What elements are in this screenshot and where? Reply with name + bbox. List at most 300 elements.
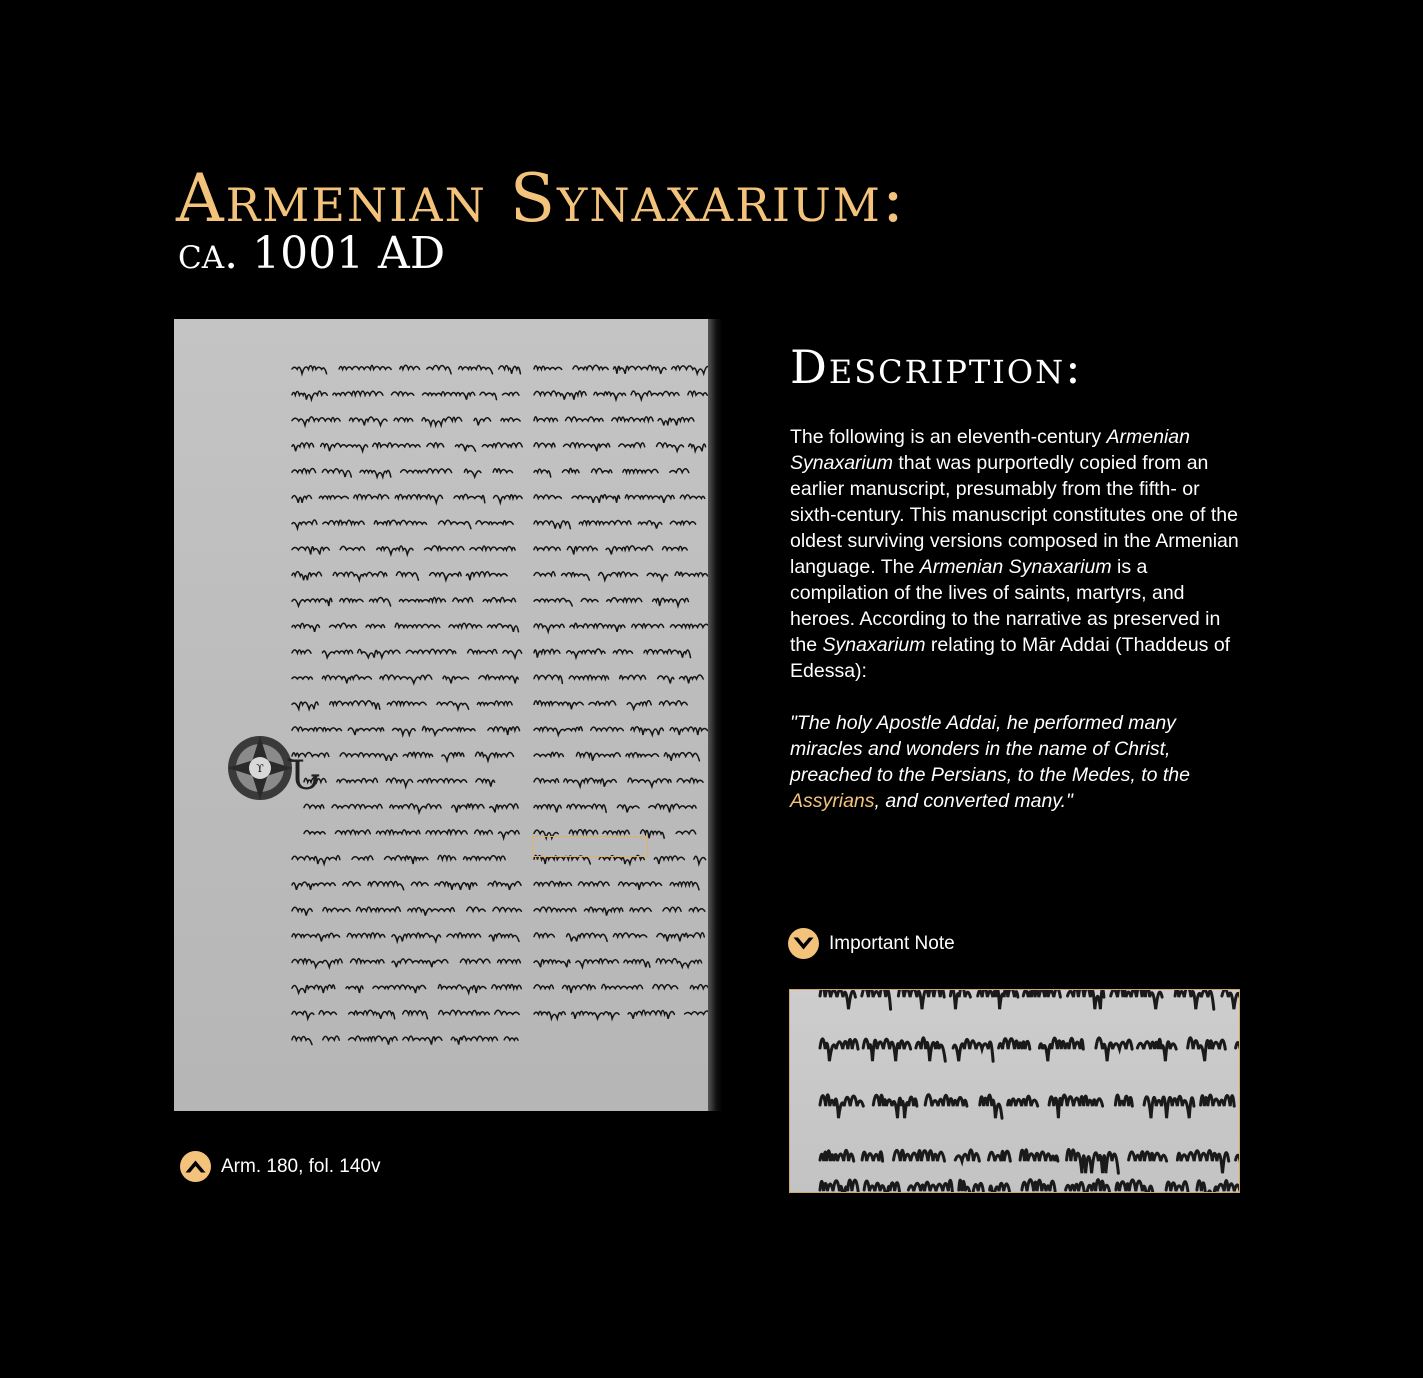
script-stroke bbox=[567, 933, 608, 941]
script-stroke bbox=[474, 418, 491, 426]
script-stroke bbox=[447, 933, 481, 937]
script-stroke bbox=[534, 675, 562, 683]
script-stroke bbox=[292, 933, 340, 941]
script-stroke bbox=[408, 908, 455, 916]
script-stroke bbox=[452, 804, 484, 812]
script-stroke bbox=[694, 856, 706, 864]
script-stroke bbox=[955, 1150, 979, 1161]
script-stroke bbox=[333, 391, 383, 395]
script-stroke bbox=[534, 727, 582, 735]
script-stroke bbox=[455, 444, 475, 451]
script-stroke bbox=[292, 598, 332, 606]
script-stroke bbox=[422, 726, 475, 735]
script-stroke bbox=[578, 881, 609, 885]
script-stroke bbox=[628, 778, 671, 786]
script-stroke bbox=[1144, 1096, 1194, 1118]
script-stroke bbox=[1197, 1180, 1240, 1193]
manuscript-highlight-box[interactable] bbox=[532, 836, 648, 857]
script-stroke bbox=[442, 752, 464, 760]
script-stroke bbox=[534, 701, 583, 709]
script-stroke bbox=[494, 495, 523, 503]
script-stroke bbox=[653, 984, 678, 988]
script-stroke bbox=[1067, 1149, 1119, 1173]
script-stroke bbox=[1175, 990, 1214, 1009]
script-stroke bbox=[406, 649, 456, 653]
script-stroke bbox=[592, 469, 612, 473]
script-stroke bbox=[980, 1095, 1002, 1118]
script-stroke bbox=[594, 392, 626, 400]
script-stroke bbox=[386, 778, 412, 787]
script-stroke bbox=[603, 830, 629, 834]
script-stroke bbox=[322, 650, 352, 657]
page-subtitle: ca. 1001 AD bbox=[178, 228, 446, 279]
script-stroke bbox=[292, 623, 320, 631]
script-stroke bbox=[625, 495, 674, 503]
script-stroke bbox=[451, 1036, 497, 1044]
script-stroke bbox=[534, 572, 555, 576]
script-stroke bbox=[490, 804, 518, 813]
script-stroke bbox=[534, 985, 553, 989]
description-body bbox=[790, 424, 1240, 814]
script-stroke bbox=[562, 572, 590, 580]
script-stroke bbox=[380, 675, 432, 683]
script-stroke bbox=[340, 546, 364, 550]
script-stroke bbox=[689, 908, 705, 912]
script-stroke bbox=[534, 1011, 565, 1018]
script-stroke bbox=[476, 779, 495, 787]
script-stroke bbox=[680, 495, 704, 499]
script-stroke bbox=[403, 1010, 428, 1018]
page-title: Armenian Synaxarium: bbox=[176, 160, 907, 237]
assyrians-link[interactable]: Assyrians bbox=[790, 790, 875, 812]
script-stroke bbox=[908, 1180, 952, 1191]
script-stroke bbox=[606, 546, 653, 555]
script-stroke bbox=[360, 470, 391, 477]
script-stroke bbox=[319, 496, 348, 499]
chevron-down-icon[interactable] bbox=[788, 928, 819, 959]
manuscript-roundel bbox=[228, 736, 292, 800]
script-stroke bbox=[292, 417, 340, 426]
script-stroke bbox=[617, 805, 639, 812]
script-stroke bbox=[567, 804, 606, 812]
script-stroke bbox=[570, 623, 625, 632]
script-stroke bbox=[688, 391, 707, 395]
script-stroke bbox=[292, 907, 312, 915]
script-stroke bbox=[654, 856, 684, 864]
script-stroke bbox=[672, 366, 711, 374]
script-stroke bbox=[499, 831, 519, 839]
manuscript-image[interactable] bbox=[174, 319, 722, 1111]
manuscript-zoom-detail[interactable] bbox=[789, 989, 1240, 1193]
script-stroke bbox=[426, 830, 467, 834]
script-stroke bbox=[439, 520, 471, 528]
script-stroke bbox=[437, 702, 469, 710]
script-stroke bbox=[663, 546, 688, 550]
script-stroke bbox=[373, 443, 420, 447]
description-heading: Description: bbox=[790, 340, 1083, 394]
script-stroke bbox=[534, 547, 560, 550]
script-stroke bbox=[422, 417, 462, 425]
script-stroke bbox=[916, 1038, 945, 1062]
script-stroke bbox=[689, 444, 706, 451]
script-stroke bbox=[488, 624, 519, 632]
script-stroke bbox=[690, 985, 708, 989]
script-stroke bbox=[630, 908, 651, 912]
script-stroke bbox=[613, 650, 632, 654]
script-stroke bbox=[492, 985, 522, 989]
script-stroke bbox=[387, 701, 426, 705]
script-stroke bbox=[563, 984, 596, 993]
script-stroke bbox=[339, 365, 391, 369]
script-stroke bbox=[898, 990, 944, 1009]
script-stroke bbox=[534, 805, 561, 813]
script-stroke bbox=[614, 365, 667, 373]
script-stroke bbox=[685, 1011, 711, 1014]
script-stroke bbox=[623, 469, 658, 472]
script-stroke bbox=[638, 521, 662, 529]
script-stroke bbox=[862, 990, 891, 1009]
script-stroke bbox=[613, 933, 646, 937]
script-stroke bbox=[322, 675, 371, 683]
script-stroke bbox=[534, 933, 554, 937]
script-stroke bbox=[460, 959, 490, 963]
script-stroke bbox=[978, 990, 1018, 1009]
script-stroke bbox=[863, 1039, 910, 1061]
script-stroke bbox=[579, 521, 631, 525]
script-stroke bbox=[567, 546, 597, 554]
script-stroke bbox=[820, 1095, 863, 1119]
script-stroke bbox=[323, 520, 364, 524]
script-stroke bbox=[349, 1036, 398, 1045]
script-stroke bbox=[1049, 1095, 1103, 1118]
script-stroke bbox=[479, 675, 518, 683]
zoom-script bbox=[790, 990, 1240, 1193]
script-stroke bbox=[670, 521, 695, 524]
description-quote: "The holy Apostle Addai, he performed many miracles and wonders in the name of Christ, preached to the Persians, to the Medes, to the Assyrians, and converted many." bbox=[790, 712, 1190, 812]
script-stroke bbox=[1066, 1180, 1110, 1193]
script-stroke bbox=[292, 547, 329, 555]
script-stroke bbox=[292, 677, 312, 679]
script-stroke bbox=[400, 365, 420, 369]
script-stroke bbox=[1129, 1152, 1167, 1162]
script-stroke bbox=[989, 1151, 1011, 1161]
script-stroke bbox=[1008, 1096, 1038, 1106]
script-stroke bbox=[1188, 1038, 1226, 1061]
script-stroke bbox=[466, 572, 507, 580]
script-stroke bbox=[335, 830, 370, 834]
script-stroke bbox=[396, 572, 418, 581]
script-stroke bbox=[534, 469, 551, 477]
script-stroke bbox=[292, 1036, 312, 1044]
script-stroke bbox=[503, 650, 522, 658]
script-stroke bbox=[333, 572, 387, 580]
script-stroke bbox=[435, 882, 477, 890]
script-stroke bbox=[423, 392, 475, 400]
script-stroke bbox=[292, 985, 335, 993]
script-stroke bbox=[953, 1039, 993, 1061]
script-stroke bbox=[393, 728, 416, 735]
script-stroke bbox=[347, 933, 385, 937]
script-stroke bbox=[820, 990, 855, 1009]
script-stroke bbox=[495, 1010, 520, 1014]
script-stroke bbox=[418, 778, 467, 782]
script-stroke bbox=[438, 984, 486, 993]
script-stroke bbox=[358, 649, 400, 657]
script-stroke bbox=[425, 546, 465, 550]
script-stroke bbox=[427, 443, 444, 447]
script-stroke bbox=[676, 830, 696, 834]
script-stroke bbox=[292, 495, 312, 502]
script-stroke bbox=[401, 469, 452, 473]
script-stroke bbox=[332, 804, 382, 808]
script-stroke bbox=[501, 418, 520, 421]
script-stroke bbox=[292, 520, 317, 529]
script-stroke bbox=[1177, 1151, 1228, 1174]
script-stroke bbox=[873, 1095, 917, 1118]
script-stroke bbox=[366, 624, 385, 627]
script-stroke bbox=[351, 959, 385, 963]
script-stroke bbox=[534, 752, 563, 756]
script-stroke bbox=[488, 727, 520, 735]
script-stroke bbox=[1022, 1180, 1055, 1191]
script-stroke bbox=[573, 365, 608, 369]
script-stroke bbox=[990, 1183, 1010, 1193]
script-stroke bbox=[626, 753, 659, 757]
script-stroke bbox=[1236, 1039, 1240, 1049]
script-stroke bbox=[572, 1011, 619, 1018]
script-stroke bbox=[340, 598, 363, 601]
script-stroke bbox=[628, 1010, 674, 1019]
script-stroke bbox=[619, 443, 645, 447]
manuscript-caption[interactable] bbox=[180, 1151, 380, 1182]
script-stroke bbox=[390, 804, 441, 813]
script-stroke bbox=[534, 907, 576, 911]
script-stroke bbox=[950, 990, 970, 1009]
script-stroke bbox=[649, 804, 696, 812]
script-stroke bbox=[399, 598, 445, 602]
script-stroke bbox=[464, 469, 481, 477]
script-stroke bbox=[480, 392, 497, 399]
script-stroke bbox=[323, 908, 350, 912]
script-stroke bbox=[564, 443, 610, 451]
script-stroke bbox=[292, 856, 340, 864]
script-stroke bbox=[304, 831, 325, 834]
script-stroke bbox=[959, 1180, 984, 1193]
script-stroke bbox=[1222, 990, 1240, 1009]
script-stroke bbox=[439, 1010, 490, 1014]
script-stroke bbox=[584, 907, 622, 915]
script-stroke bbox=[470, 546, 515, 550]
script-stroke bbox=[467, 907, 486, 911]
script-stroke bbox=[657, 443, 684, 451]
script-stroke bbox=[1068, 990, 1104, 1009]
script-stroke bbox=[337, 778, 378, 782]
script-stroke bbox=[350, 417, 388, 425]
script-stroke bbox=[627, 701, 651, 710]
script-stroke bbox=[348, 728, 384, 735]
script-stroke bbox=[534, 521, 570, 529]
important-note-label: Important Note bbox=[829, 932, 955, 954]
script-stroke bbox=[403, 752, 432, 756]
script-stroke bbox=[354, 494, 389, 498]
script-stroke bbox=[330, 701, 380, 710]
script-stroke bbox=[304, 804, 324, 808]
script-stroke bbox=[482, 443, 522, 447]
script-stroke bbox=[503, 392, 519, 395]
script-stroke bbox=[534, 443, 555, 447]
script-stroke bbox=[607, 598, 642, 602]
script-stroke bbox=[644, 649, 691, 657]
script-stroke bbox=[602, 984, 643, 988]
script-stroke bbox=[894, 1150, 945, 1161]
script-stroke bbox=[534, 649, 560, 657]
script-stroke bbox=[576, 752, 620, 760]
script-stroke bbox=[477, 701, 512, 705]
script-stroke bbox=[534, 881, 572, 885]
script-stroke bbox=[493, 907, 522, 911]
script-stroke bbox=[1116, 1180, 1154, 1193]
script-stroke bbox=[534, 624, 564, 632]
script-stroke bbox=[999, 1039, 1030, 1050]
script-stroke bbox=[373, 985, 426, 993]
script-stroke bbox=[647, 573, 667, 580]
script-stroke bbox=[534, 960, 570, 968]
script-stroke bbox=[449, 623, 482, 627]
script-stroke bbox=[464, 856, 506, 860]
script-stroke bbox=[292, 391, 327, 399]
script-stroke bbox=[564, 778, 617, 786]
script-stroke bbox=[356, 907, 400, 911]
script-stroke bbox=[591, 727, 624, 731]
script-stroke bbox=[862, 1152, 883, 1161]
important-note-toggle[interactable] bbox=[788, 928, 955, 959]
script-stroke bbox=[1201, 1095, 1235, 1106]
script-stroke bbox=[656, 959, 701, 968]
script-stroke bbox=[504, 1037, 518, 1040]
script-stroke bbox=[391, 392, 413, 396]
script-stroke bbox=[670, 469, 689, 473]
script-stroke bbox=[659, 701, 687, 705]
script-stroke bbox=[459, 366, 493, 374]
script-stroke bbox=[292, 1011, 314, 1019]
script-stroke bbox=[658, 417, 694, 425]
script-stroke bbox=[292, 882, 335, 890]
script-stroke bbox=[657, 933, 705, 942]
script-stroke bbox=[392, 933, 441, 941]
manuscript-caption-text: Arm. 180, fol. 140v bbox=[221, 1155, 381, 1177]
script-stroke bbox=[493, 469, 512, 473]
script-stroke bbox=[489, 934, 519, 942]
script-stroke bbox=[1020, 1150, 1058, 1161]
script-stroke bbox=[820, 1039, 858, 1061]
manuscript-spine bbox=[708, 319, 722, 1111]
script-stroke bbox=[631, 391, 679, 400]
script-stroke bbox=[292, 650, 311, 653]
script-stroke bbox=[864, 1181, 899, 1193]
script-stroke bbox=[343, 882, 360, 886]
script-stroke bbox=[488, 881, 521, 889]
manuscript-script bbox=[174, 319, 722, 1111]
script-stroke bbox=[322, 469, 351, 477]
script-stroke bbox=[664, 753, 699, 761]
script-stroke bbox=[534, 778, 559, 782]
manuscript-initial: Ն bbox=[288, 753, 320, 799]
script-stroke bbox=[454, 494, 485, 502]
script-stroke bbox=[534, 417, 558, 421]
script-stroke bbox=[377, 546, 413, 554]
script-stroke bbox=[631, 727, 664, 735]
script-stroke bbox=[430, 572, 462, 580]
script-stroke bbox=[292, 959, 342, 967]
script-stroke bbox=[376, 830, 420, 834]
script-stroke bbox=[498, 959, 521, 962]
script-stroke bbox=[395, 495, 442, 503]
script-stroke bbox=[567, 649, 605, 658]
script-stroke bbox=[1111, 990, 1162, 1009]
script-stroke bbox=[374, 520, 426, 524]
script-stroke bbox=[653, 598, 689, 606]
script-stroke bbox=[925, 1095, 967, 1107]
script-stroke bbox=[438, 855, 456, 859]
script-stroke bbox=[620, 675, 646, 679]
script-stroke bbox=[499, 366, 521, 374]
script-stroke bbox=[680, 675, 704, 683]
script-stroke bbox=[319, 1011, 336, 1015]
script-stroke bbox=[658, 676, 674, 684]
script-stroke bbox=[677, 778, 703, 782]
script-stroke bbox=[476, 521, 513, 524]
description-paragraph: The following is an eleventh-century Armenian Synaxarium that was purportedly copied from an earlier manuscript, presumably from the fifth- or sixth-century. This manuscript constitutes one of the oldest surviving versions composed in the Armenian language. The Armenian Synaxarium is a compilation of the lives of saints, martyrs, and heroes. According to the narrative as preserved in the Synaxarium relating to Mār Addai (Thaddeus of Edessa): bbox=[790, 426, 1239, 682]
script-stroke bbox=[346, 986, 363, 993]
script-stroke bbox=[292, 443, 314, 451]
script-stroke bbox=[670, 624, 709, 627]
script-stroke bbox=[562, 468, 579, 472]
script-stroke bbox=[403, 1036, 442, 1045]
script-stroke bbox=[619, 882, 662, 890]
script-stroke bbox=[1096, 1038, 1132, 1061]
script-stroke bbox=[411, 882, 428, 886]
script-stroke bbox=[330, 623, 357, 627]
script-stroke bbox=[394, 418, 413, 421]
chevron-up-icon[interactable] bbox=[180, 1151, 211, 1182]
script-stroke bbox=[427, 366, 451, 374]
script-stroke bbox=[370, 597, 391, 606]
script-stroke bbox=[820, 1150, 854, 1161]
script-stroke bbox=[632, 624, 664, 628]
script-stroke bbox=[292, 727, 342, 731]
script-stroke bbox=[612, 417, 653, 421]
script-stroke bbox=[624, 960, 650, 968]
script-stroke bbox=[1039, 1038, 1083, 1061]
script-stroke bbox=[292, 702, 318, 709]
script-stroke bbox=[566, 417, 604, 421]
script-stroke bbox=[569, 830, 597, 834]
script-stroke bbox=[1166, 1182, 1188, 1191]
script-stroke bbox=[569, 675, 608, 679]
script-stroke bbox=[1236, 1153, 1240, 1174]
script-stroke bbox=[534, 598, 572, 606]
script-stroke bbox=[323, 1036, 340, 1040]
script-stroke bbox=[670, 882, 699, 890]
script-stroke bbox=[572, 495, 620, 503]
script-stroke bbox=[468, 649, 497, 653]
script-stroke bbox=[670, 727, 707, 735]
script-stroke bbox=[292, 366, 327, 374]
script-stroke bbox=[475, 830, 493, 834]
script-stroke bbox=[340, 753, 397, 761]
script-stroke bbox=[368, 881, 404, 889]
script-stroke bbox=[292, 572, 322, 581]
